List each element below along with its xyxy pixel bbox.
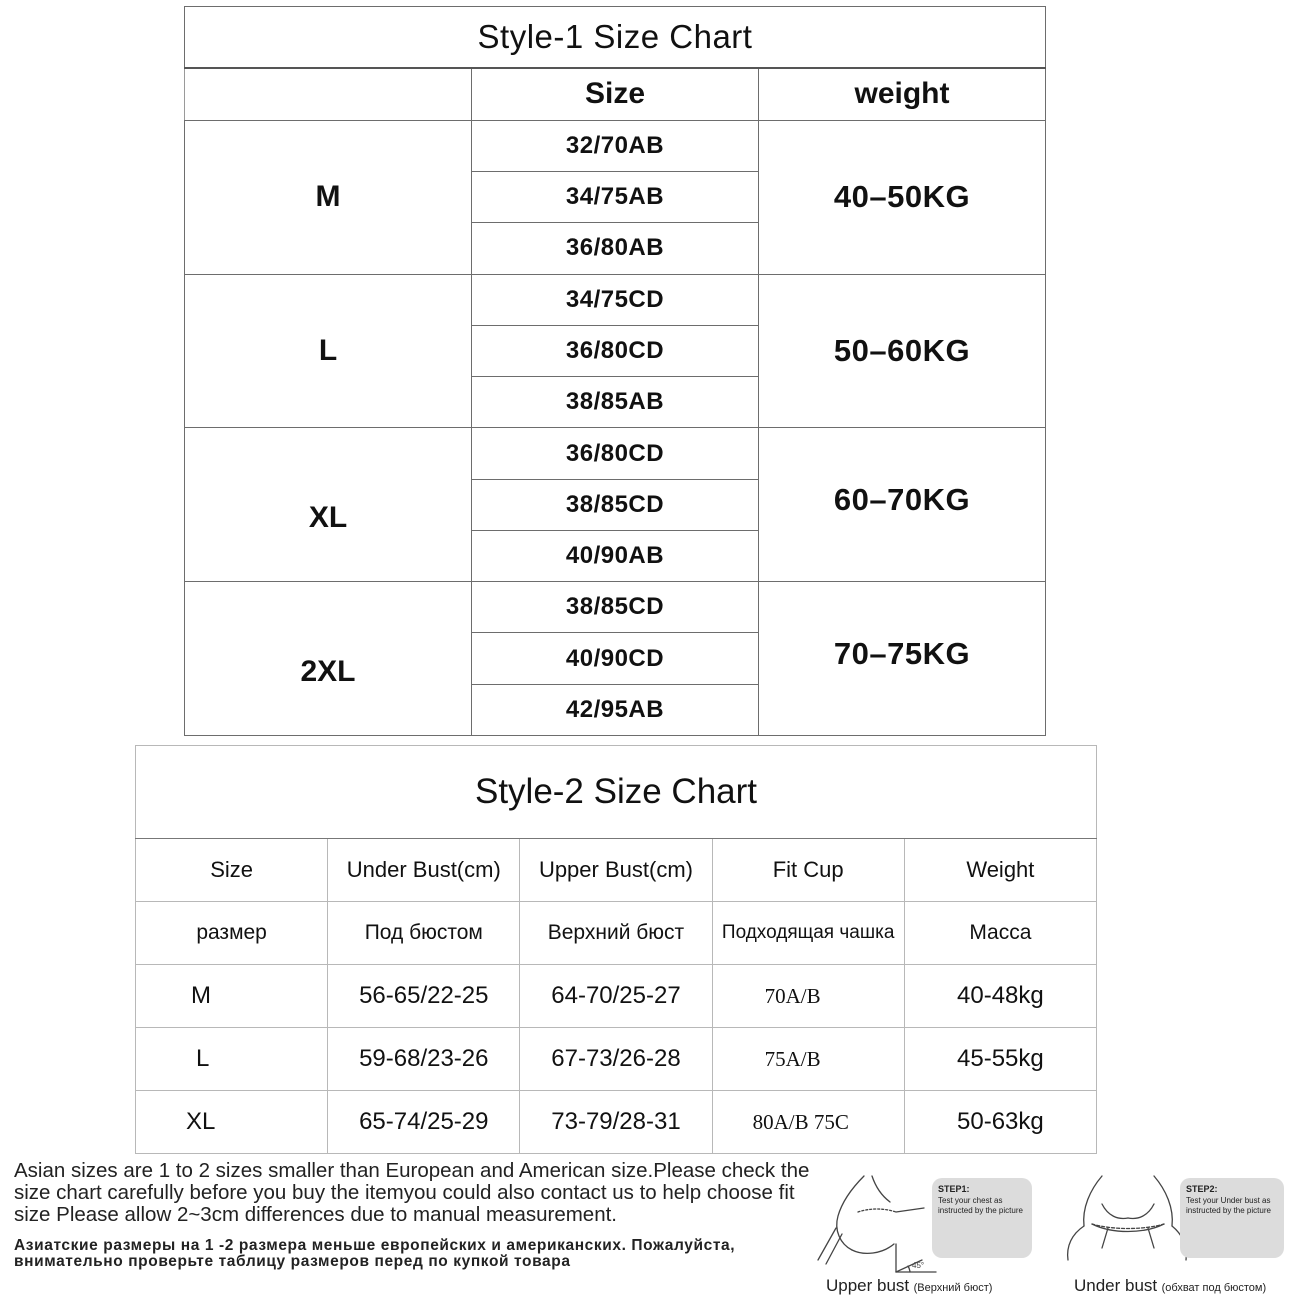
style2-cell-size: L [136, 1028, 328, 1091]
style1-subsize: 34/75AB [472, 172, 759, 223]
upper-bust-caption [826, 1276, 992, 1296]
style2-header-ru-fit-cup: Подходящая чашка [712, 902, 904, 965]
style2-cell-fit-cup: 70A/B [712, 965, 904, 1028]
style2-cell-size: M [136, 965, 328, 1028]
style1-subsize: 38/85AB [472, 377, 759, 428]
style1-size-xl: XL [185, 428, 472, 582]
style2-header-fit-cup: Fit Cup [712, 839, 904, 902]
style2-header-ru-upper-bust: Верхний бюст [520, 902, 712, 965]
step2-text: Test your Under bust as instructed by the picture [1186, 1196, 1271, 1215]
style1-header-weight: weight [759, 68, 1046, 121]
style1-subsize: 40/90CD [472, 633, 759, 684]
step2-box [1180, 1178, 1284, 1258]
style1-weight-xl: 60–70KG [759, 428, 1046, 582]
style1-title: Style-1 Size Chart [185, 7, 1046, 68]
upper-bust-label: Upper bust [826, 1276, 910, 1295]
style1-subsize: 32/70AB [472, 120, 759, 171]
style1-header-blank [185, 68, 472, 121]
style1-size-chart [184, 6, 1046, 736]
under-bust-label: Under bust [1074, 1276, 1158, 1295]
style2-cell-weight: 40-48kg [904, 965, 1096, 1028]
style2-cell-fit-cup: 80A/B 75C [712, 1091, 904, 1154]
style1-size-m: M [185, 120, 472, 274]
style1-subsize: 42/95AB [472, 684, 759, 735]
step1-title: STEP1: [938, 1184, 970, 1194]
style1-subsize: 36/80CD [472, 325, 759, 376]
angle-label: 45° [912, 1261, 925, 1270]
style1-subsize: 36/80AB [472, 223, 759, 274]
style2-cell-upper-bust: 67-73/26-28 [520, 1028, 712, 1091]
style2-cell-upper-bust: 73-79/28-31 [520, 1091, 712, 1154]
style2-header-upper-bust: Upper Bust(cm) [520, 839, 712, 902]
style2-header-under-bust: Under Bust(cm) [328, 839, 520, 902]
under-bust-label-ru: (обхват под бюстом) [1161, 1282, 1267, 1294]
style2-cell-upper-bust: 64-70/25-27 [520, 965, 712, 1028]
style1-weight-l: 50–60KG [759, 274, 1046, 428]
style2-header-weight: Weight [904, 839, 1096, 902]
style2-size-chart [135, 745, 1097, 1154]
step1-text: Test your chest as instructed by the picture [938, 1196, 1023, 1215]
note-russian: Азиатские размеры на 1 -2 размера меньше европейских и американских. Пожалуйста, внимательно проверьте таблицу размеров перед по купкой товара [14, 1237, 736, 1270]
under-bust-illustration [1062, 1168, 1192, 1268]
style2-title: Style-2 Size Chart [136, 746, 1097, 839]
step1-box [932, 1178, 1032, 1258]
step2-title: STEP2: [1186, 1184, 1218, 1194]
style2-header-size: Size [136, 839, 328, 902]
under-bust-figure [1062, 1168, 1300, 1296]
style1-size-2xl: 2XL [185, 582, 472, 736]
style1-subsize: 38/85CD [472, 479, 759, 530]
style1-header-size: Size [472, 68, 759, 121]
upper-bust-label-ru: (Верхний бюст) [913, 1282, 993, 1294]
style1-weight-m: 40–50KG [759, 120, 1046, 274]
note-english: Asian sizes are 1 to 2 sizes smaller than European and American size.Please check the size chart carefully before you buy the itemyou could also contact us to help choose fit size Please allow 2~3cm differences due to manual measurement. [14, 1159, 810, 1226]
style1-weight-2xl: 70–75KG [759, 582, 1046, 736]
style2-header-ru-under-bust: Под бюстом [328, 902, 520, 965]
style2-cell-under-bust: 65-74/25-29 [328, 1091, 520, 1154]
style2-header-ru-size: размер [136, 902, 328, 965]
upper-bust-illustration [812, 1168, 942, 1276]
upper-bust-figure [812, 1168, 1052, 1296]
style1-subsize: 40/90AB [472, 530, 759, 581]
style2-cell-weight: 50-63kg [904, 1091, 1096, 1154]
style2-cell-under-bust: 59-68/23-26 [328, 1028, 520, 1091]
style2-cell-weight: 45-55kg [904, 1028, 1096, 1091]
style1-subsize: 34/75CD [472, 274, 759, 325]
style1-subsize: 38/85CD [472, 582, 759, 633]
style2-cell-fit-cup: 75A/B [712, 1028, 904, 1091]
style1-subsize: 36/80CD [472, 428, 759, 479]
style2-header-ru-weight: Масса [904, 902, 1096, 965]
style2-cell-size: XL [136, 1091, 328, 1154]
under-bust-caption [1074, 1276, 1266, 1296]
style1-size-l: L [185, 274, 472, 428]
style2-cell-under-bust: 56-65/22-25 [328, 965, 520, 1028]
